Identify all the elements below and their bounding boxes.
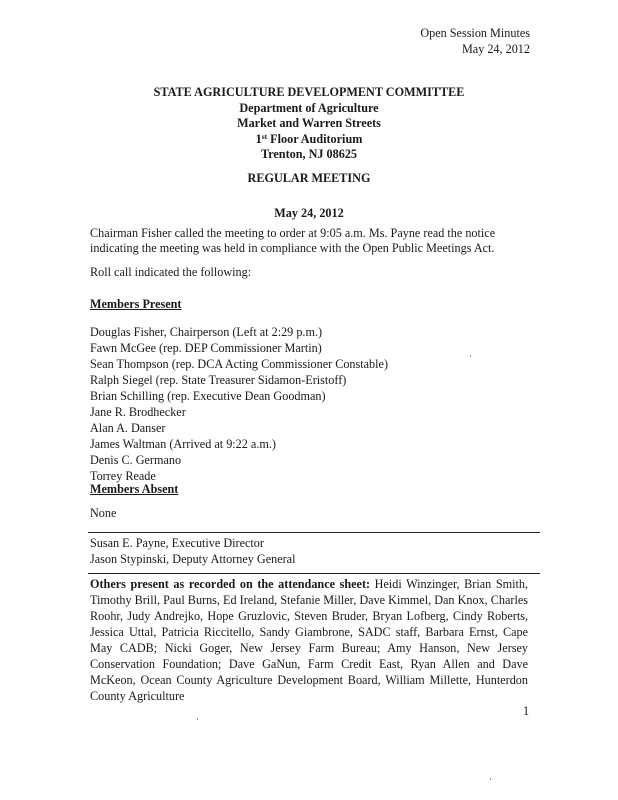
member-name: Denis C. Germano [90, 453, 182, 467]
floor-label: Floor Auditorium [267, 131, 363, 146]
members-present-heading: Members Present [90, 297, 182, 311]
member-name: James Waltman (Arrived at 9:22 a.m.) [90, 437, 276, 451]
divider-line [88, 573, 540, 574]
intro-paragraph: Chairman Fisher called the meeting to order at 9:05 a.m. Ms. Payne read the notice indicating the meeting was held in compliance with the Open Public Meetings Act. [90, 226, 496, 255]
member-name: Jane R. Brodhecker [90, 405, 186, 419]
staff-list [90, 535, 295, 567]
member-name: Alan A. Danser [90, 421, 166, 435]
members-absent-heading: Members Absent [90, 482, 179, 496]
scan-speck [470, 355, 471, 357]
department-name: Department of Agriculture [239, 100, 379, 115]
committee-name: STATE AGRICULTURE DEVELOPMENT COMMITTEE [153, 85, 465, 99]
meeting-date: May 24, 2012 [274, 206, 344, 220]
member-name: Sean Thompson (rep. DCA Acting Commissioner Constable) [90, 357, 389, 371]
page-number: 1 [523, 704, 530, 718]
member-name: Brian Schilling (rep. Executive Dean Goodman) [90, 389, 326, 403]
floor-location [0, 132, 618, 148]
city-address: Trenton, NJ 08625 [260, 147, 358, 161]
member-name: Fawn McGee (rep. DEP Commissioner Martin) [90, 341, 322, 355]
title-block [0, 85, 618, 163]
roll-call-line: Roll call indicated the following: [90, 265, 252, 279]
scan-speck [490, 778, 491, 780]
staff-name: Susan E. Payne, Executive Director [90, 536, 264, 550]
staff-name: Jason Stypinski, Deputy Attorney General [90, 552, 296, 566]
header-date: May 24, 2012 [461, 41, 530, 56]
member-name: Douglas Fisher, Chairperson (Left at 2:29 p.m.) [90, 325, 323, 339]
members-present-list [90, 324, 388, 484]
meeting-type: REGULAR MEETING [247, 171, 371, 185]
members-absent-none: None [90, 506, 117, 520]
scan-speck [197, 718, 198, 720]
header-title: Open Session Minutes [420, 26, 530, 40]
street-address: Market and Warren Streets [237, 116, 381, 130]
others-present-paragraph [90, 576, 528, 704]
others-present-lead: Others present as recorded on the attendance sheet: [90, 577, 371, 591]
member-name: Ralph Siegel (rep. State Treasurer Sidamon-Eristoff) [90, 373, 347, 387]
floor-number: 1 [255, 131, 262, 146]
member-name: Torrey Reade [90, 469, 156, 483]
floor-suffix: st [261, 131, 268, 141]
divider-line [88, 532, 540, 533]
running-header [420, 26, 530, 57]
others-present-names: Heidi Winzinger, Brian Smith, Timothy Brill, Paul Burns, Ed Ireland, Stefanie Miller, Dave Kimmel, Dan Knox, Charles Roohr, Judy Andrejko, Hope Gruzlovic, Steven Bruder, Bryan Lofberg, Cindy Roberts, Jessica Uttal, Patricia Riccitello, Sandy Giambrone, SADC staff, Barbara Ernst, Cape May CADB; Nicki Goger, New Jersey Farm Bureau; Amy Hanson, New Jersey Conservation Foundation; Dave GaNun, Farm Credit East, Ryan Allen and Dave McKeon, Ocean County Agriculture Development Board, William Millette, Hunterdon County Agriculture [90, 577, 529, 703]
